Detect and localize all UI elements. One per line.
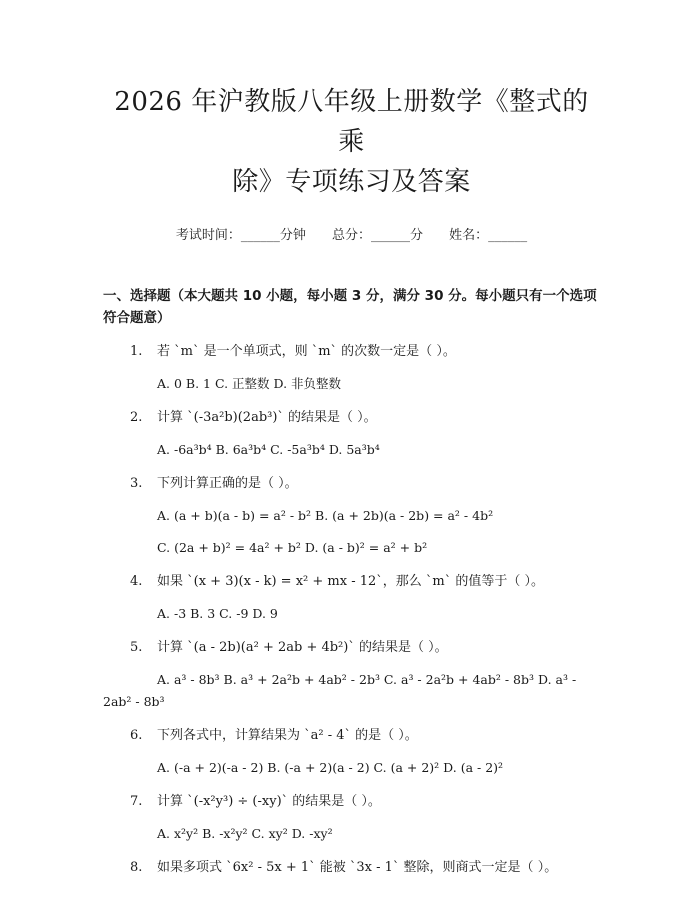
- question-5-options: A. a³ - 8b³ B. a³ + 2a²b + 4ab² - 2b³ C. a³ - 2a²b + 4ab² - 8b³ D. a³ - 2ab² - 8b³: [103, 672, 577, 709]
- question-4: [103, 571, 600, 593]
- question-2: [103, 407, 600, 429]
- question-stem: 如果多项式 `6x² - 5x + 1` 能被 `3x - 1` 整除，则商式一定是（ ）。: [157, 860, 558, 875]
- question-number: 3.: [130, 476, 143, 491]
- question-stem: 计算 `(a - 2b)(a² + 2ab + 4b²)` 的结果是（ ）。: [157, 640, 448, 655]
- title-line-2: 除》专项练习及答案: [232, 167, 471, 197]
- exam-time-field: 考试时间：______分钟: [175, 228, 306, 243]
- question-3: [103, 473, 600, 495]
- question-stem: 下列各式中，计算结果为 `a² - 4` 的是（ ）。: [157, 728, 418, 743]
- question-number: 2.: [130, 410, 143, 425]
- question-stem: 如果 `(x + 3)(x - k) = x² + mx - 12`，那么 `m` 的值等于（ ）。: [157, 574, 544, 589]
- question-5: [103, 637, 600, 659]
- question-number: 4.: [130, 574, 143, 589]
- question-number: 6.: [130, 728, 143, 743]
- question-number: 8.: [130, 860, 143, 875]
- question-1-options: A. 0 B. 1 C. 正整数 D. 非负整数: [157, 376, 342, 391]
- question-2-options: A. -6a³b⁴ B. 6a³b⁴ C. -5a³b⁴ D. 5a³b⁴: [157, 442, 380, 457]
- question-stem: 计算 `(-3a²b)(2ab³)` 的结果是（ ）。: [157, 410, 377, 425]
- question-stem: 下列计算正确的是（ ）。: [157, 476, 298, 491]
- exam-info: [103, 224, 600, 243]
- page-title: [103, 82, 600, 202]
- question-stem: 计算 `(-x²y³) ÷ (-xy)` 的结果是（ ）。: [157, 794, 381, 809]
- question-6-options: A. (-a + 2)(-a - 2) B. (-a + 2)(a - 2) C. (a + 2)² D. (a - 2)²: [157, 760, 504, 775]
- title-line-1: 2026 年沪教版八年级上册数学《整式的乘: [114, 87, 589, 157]
- question-stem: 若 `m` 是一个单项式，则 `m` 的次数一定是（ ）。: [157, 344, 456, 359]
- question-number: 5.: [130, 640, 143, 655]
- question-6: [103, 725, 600, 747]
- question-3-options-ab: A. (a + b)(a - b) = a² - b² B. (a + 2b)(a - 2b) = a² - 4b²: [157, 508, 494, 523]
- student-name-field: 姓名：______: [449, 228, 528, 243]
- question-8: [103, 857, 600, 879]
- question-4-options: A. -3 B. 3 C. -9 D. 9: [157, 606, 278, 621]
- question-7-options: A. x²y² B. -x²y² C. xy² D. -xy²: [157, 826, 333, 841]
- total-score-field: 总分：______分: [331, 228, 423, 243]
- question-7: [103, 791, 600, 813]
- section-title: 一、选择题（本大题共 10 小题，每小题 3 分，满分 30 分。每小题只有一个选项符合题意）: [103, 288, 597, 326]
- question-number: 1.: [130, 344, 143, 359]
- question-number: 7.: [130, 794, 143, 809]
- question-1: [103, 341, 600, 363]
- question-3-options-cd: C. (2a + b)² = 4a² + b² D. (a - b)² = a² + b²: [157, 540, 428, 555]
